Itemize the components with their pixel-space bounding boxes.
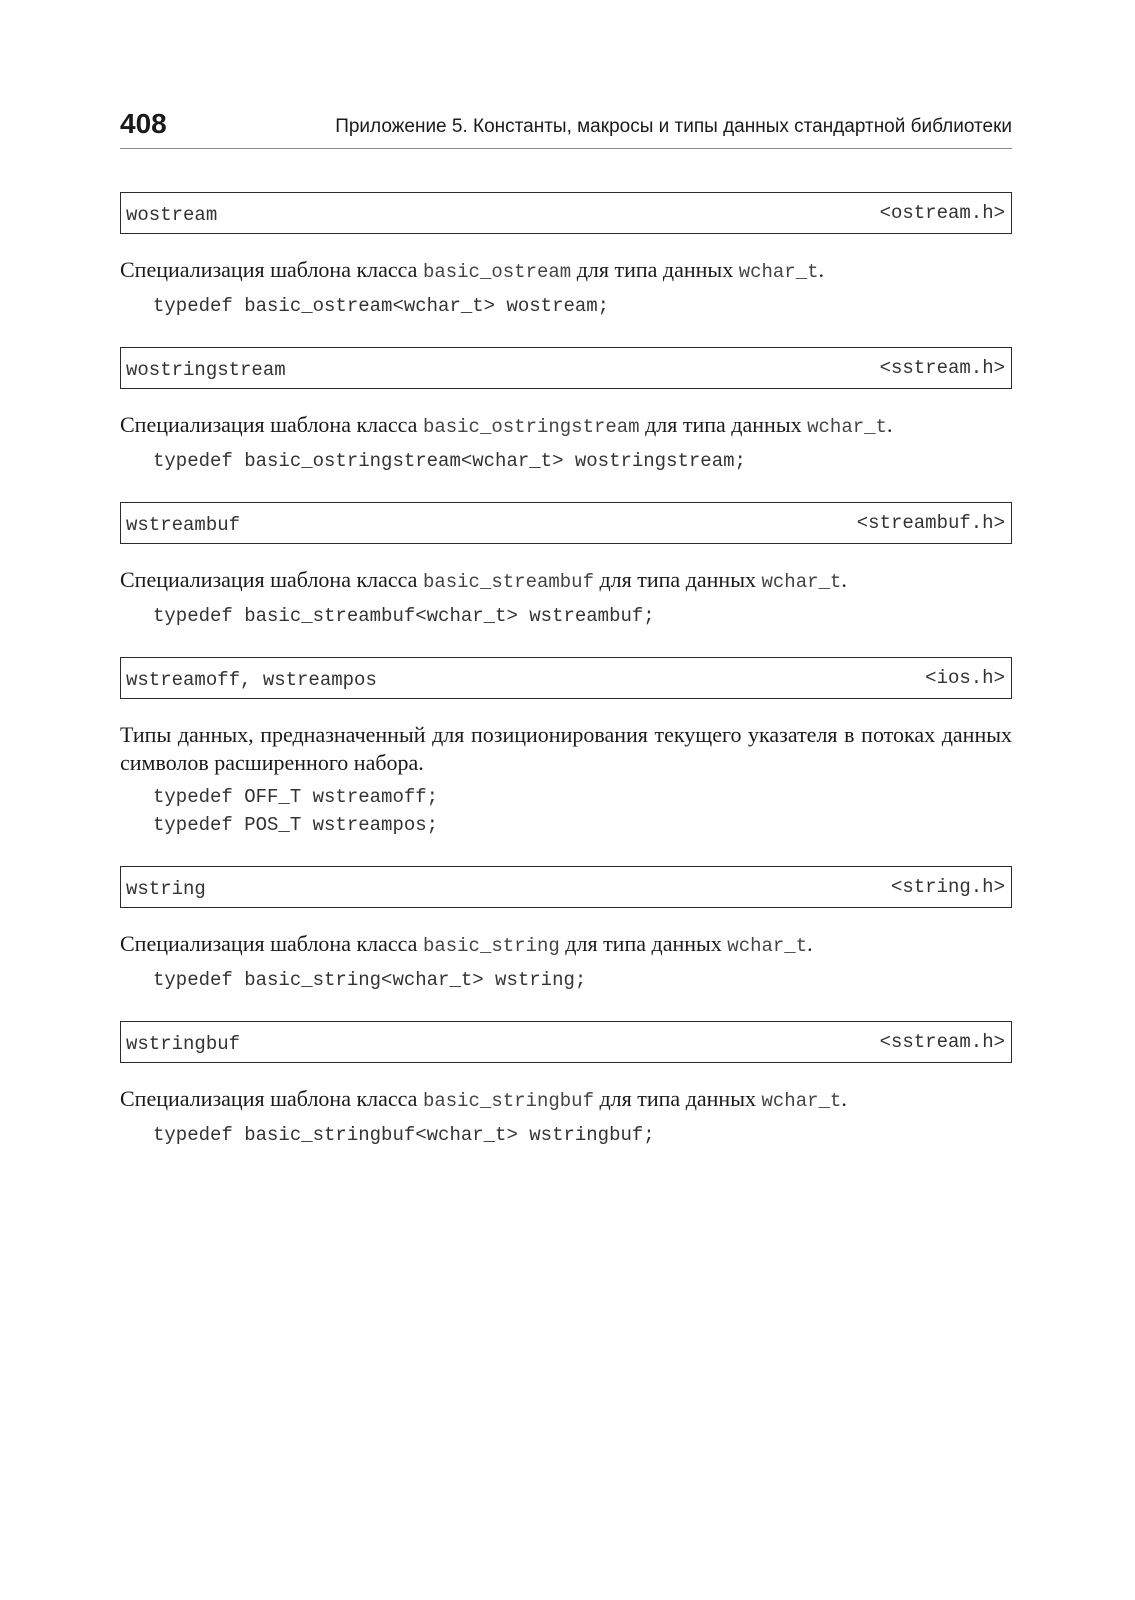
code-line: typedef basic_ostringstream<wchar_t> wostringstream; (153, 450, 746, 472)
entry-description: Типы данных, предназначенный для позиционирования текущего указателя в потоках данных символов расширенного набора. (120, 722, 1012, 775)
entry-title-box (120, 192, 1012, 234)
entry-name: wstreamoff, wstreampos (126, 669, 377, 691)
entry-name: wstringbuf (126, 1033, 241, 1055)
desc-text: Специализация шаблона класса (120, 1086, 423, 1111)
entry-wstringbuf (120, 1021, 1012, 1149)
code-line: typedef basic_ostream<wchar_t> wostream; (153, 295, 610, 317)
entry-header-file: <streambuf.h> (856, 512, 1005, 534)
desc-text: Специализация шаблона класса (120, 567, 423, 592)
desc-text: . (886, 412, 893, 437)
entry-description (120, 930, 1012, 960)
desc-type-name: wchar_t (738, 261, 819, 283)
desc-text: для типа данных (593, 567, 762, 592)
desc-class-name: basic_string (422, 935, 560, 957)
entry-list (120, 192, 1012, 1176)
desc-text: для типа данных (571, 257, 739, 282)
code-line: typedef OFF_T wstreamoff; (153, 786, 439, 808)
entry-name: wstreambuf (126, 514, 241, 536)
desc-type-name: wchar_t (761, 1090, 842, 1112)
entry-description (120, 256, 1012, 286)
desc-class-name: basic_streambuf (422, 571, 594, 593)
entry-header-file: <sstream.h> (879, 1031, 1005, 1053)
entry-name: wostringstream (126, 359, 286, 381)
desc-text: . (841, 1086, 847, 1111)
entry-header-file: <string.h> (890, 876, 1005, 898)
code-block (153, 447, 1012, 475)
entry-header-file: <sstream.h> (879, 357, 1005, 379)
code-block (153, 292, 1012, 320)
entry-description (120, 1085, 1012, 1115)
desc-class-name: basic_stringbuf (422, 1090, 594, 1112)
desc-text: . (818, 257, 825, 282)
entry-wstreamoff-wstreampos (120, 657, 1012, 839)
code-line: typedef basic_streambuf<wchar_t> wstreambuf; (153, 605, 655, 627)
desc-class-name: basic_ostringstream (422, 416, 640, 438)
entry-title-box (120, 1021, 1012, 1063)
desc-class-name: basic_ostream (422, 261, 572, 283)
code-line: typedef POS_T wstreampos; (153, 814, 439, 836)
code-line: typedef basic_string<wchar_t> wstring; (153, 969, 587, 991)
entry-description (120, 566, 1012, 596)
code-line: typedef basic_stringbuf<wchar_t> wstringbuf; (153, 1124, 655, 1146)
code-block (153, 966, 1012, 994)
desc-text: Специализация шаблона класса (120, 931, 423, 956)
desc-type-name: wchar_t (727, 935, 808, 957)
entry-header-file: <ios.h> (925, 667, 1005, 689)
entry-title-box (120, 502, 1012, 544)
desc-type-name: wchar_t (807, 416, 887, 438)
desc-text: . (841, 567, 847, 592)
entry-wstreambuf (120, 502, 1012, 630)
code-block (153, 1121, 1012, 1149)
page-header (120, 108, 1012, 149)
desc-text: Специализация шаблона класса (120, 257, 423, 282)
entry-title-box (120, 657, 1012, 699)
desc-text: . (807, 931, 813, 956)
desc-text: для типа данных (639, 412, 808, 437)
running-title: Приложение 5. Константы, макросы и типы данных стандартной библиотеки (335, 116, 1012, 137)
page-number: 408 (120, 108, 167, 139)
entry-wostringstream (120, 347, 1012, 475)
desc-text: Специализация шаблона класса (120, 412, 423, 437)
entry-name: wostream (126, 204, 218, 226)
desc-type-name: wchar_t (761, 571, 842, 593)
entry-wostream (120, 192, 1012, 320)
desc-text: для типа данных (593, 1086, 762, 1111)
code-block (153, 783, 1012, 839)
entry-description (120, 411, 1012, 441)
entry-title-box (120, 347, 1012, 389)
desc-text: для типа данных (559, 931, 728, 956)
entry-name: wstring (126, 878, 206, 900)
entry-wstring (120, 866, 1012, 994)
code-block (153, 602, 1012, 630)
entry-title-box (120, 866, 1012, 908)
entry-header-file: <ostream.h> (879, 202, 1005, 224)
